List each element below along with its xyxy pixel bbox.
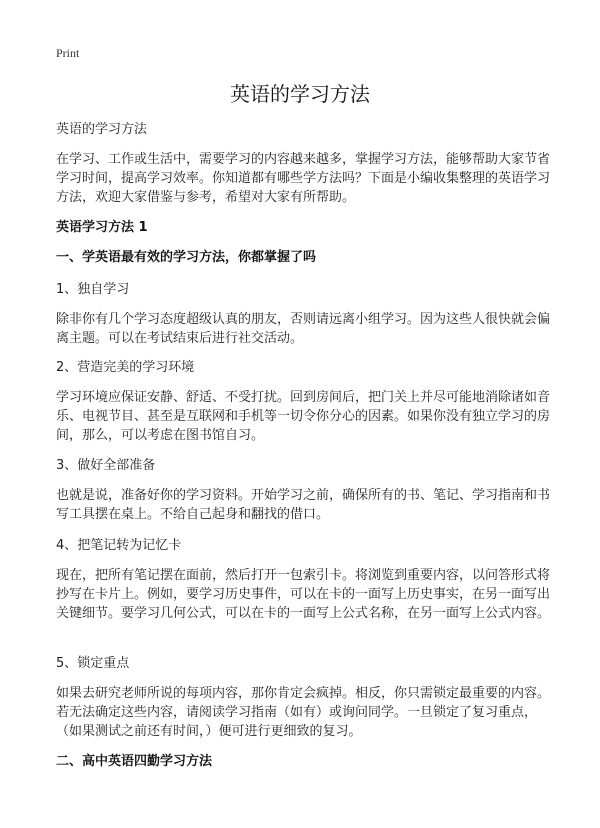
- part2-heading: 二、高中英语四勤学习方法: [56, 754, 213, 769]
- item2-heading: 2、营造完美的学习环境: [56, 360, 195, 375]
- item4-heading: 4、把笔记转为记忆卡: [56, 538, 182, 553]
- item4-body: 现在，把所有笔记摆在面前，然后打开一包索引卡。将浏览到重要内容，以问答形式将抄写在卡片上。例如，要学习历史事件，可以在卡的一面写上历史事实，在另一面写出关键细节。要学习几何公式，可以在卡的一面写上公式名称，在另一面写上公式内容。: [56, 568, 551, 621]
- item2-body: 学习环境应保证安静、舒适、不受打扰。回到房间后，把门关上并尽可能地消除诸如音乐、电视节目、甚至是互联网和手机等一切令你分心的因素。如果你没有独立学习的房间，那么，可以考虑在图书馆自习。: [56, 390, 551, 443]
- page-title: 英语的学习方法: [230, 82, 370, 106]
- item1-body: 除非你有几个学习态度超级认真的朋友，否则请远离小组学习。因为这些人很快就会偏离主题。可以在考试结束后进行社交活动。: [56, 312, 551, 346]
- subtitle: 英语的学习方法: [56, 122, 148, 137]
- method1-heading: 英语学习方法 1: [56, 220, 148, 235]
- part1-heading: 一、学英语最有效的学习方法，你都掌握了吗: [56, 250, 317, 265]
- print-link[interactable]: Print: [56, 46, 80, 60]
- item3-body: 也就是说，准备好你的学习资料。开始学习之前，确保所有的书、笔记、学习指南和书写工具摆在桌上。不给自己起身和翻找的借口。: [56, 488, 551, 522]
- intro-paragraph: 在学习、工作或生活中，需要学习的内容越来越多，掌握学习方法，能够帮助大家节省学习时间，提高学习效率。你知道都有哪些学方法吗？下面是小编收集整理的英语学习方法，欢迎大家借鉴与参考，希望对大家有所帮助。: [56, 152, 551, 205]
- item5-body: 如果去研究老师所说的每项内容，那你肯定会疯掉。相反，你只需锁定最重要的内容。若无法确定这些内容，请阅读学习指南（如有）或询问同学。一旦锁定了复习重点，（如果测试之前还有时间，）便可进行更细致的复习。: [56, 686, 551, 739]
- item3-heading: 3、做好全部准备: [56, 458, 156, 473]
- item1-heading: 1、独自学习: [56, 282, 130, 297]
- item5-heading: 5、锁定重点: [56, 656, 130, 671]
